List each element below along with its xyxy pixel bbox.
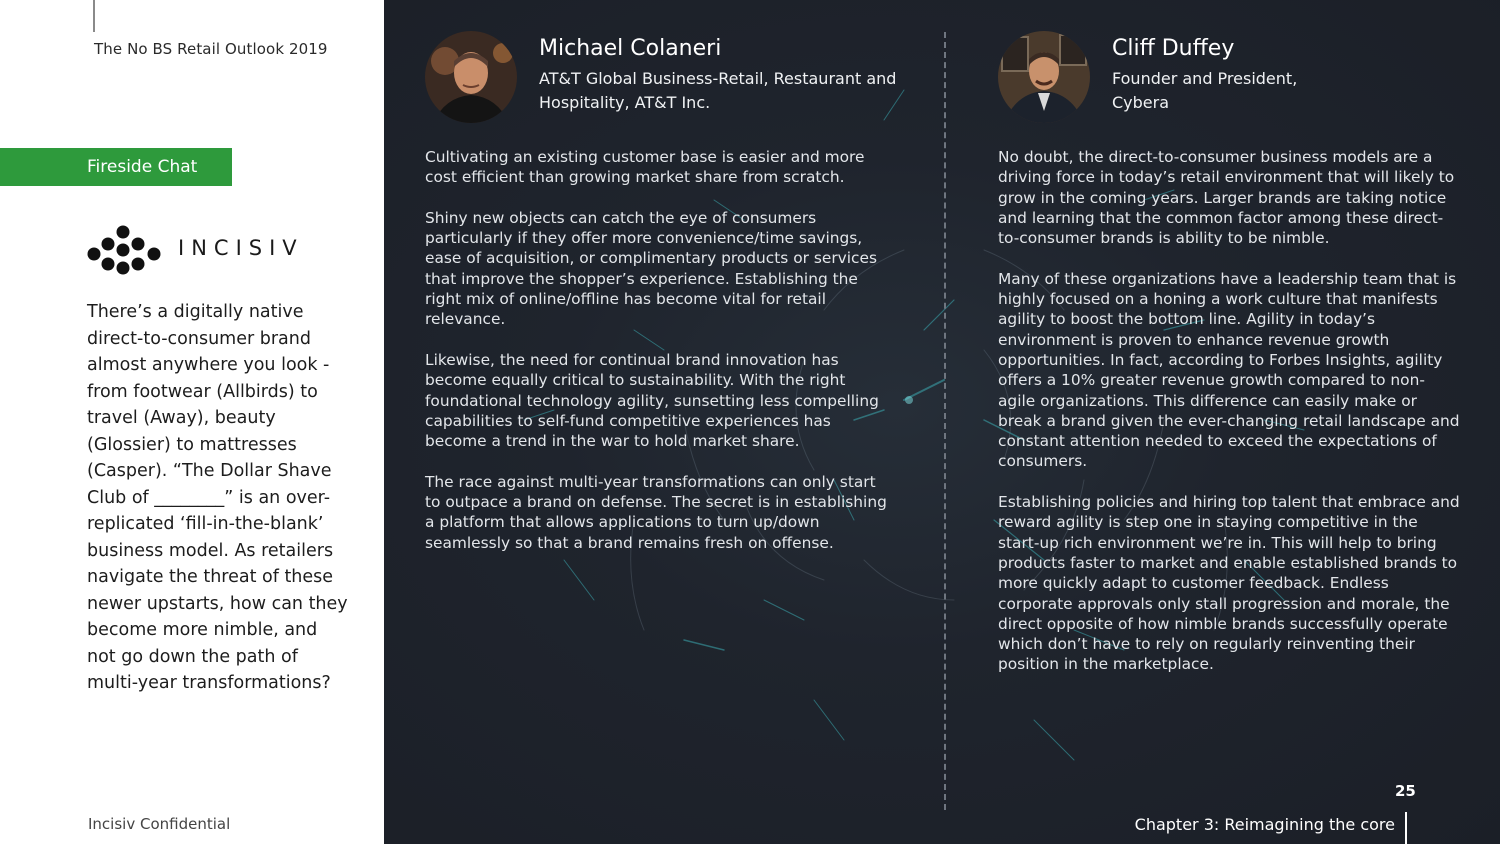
speaker-response [998, 147, 1460, 695]
left-panel [0, 0, 384, 844]
speaker-role: AT&T Global Business-Retail, Restaurant and Hospitality, AT&T Inc. [539, 69, 897, 112]
confidential-label: Incisiv Confidential [88, 815, 231, 833]
chapter-label: Chapter 3: Reimagining the core [1134, 815, 1395, 834]
paragraph: Shiny new objects can catch the eye of consumers particularly if they offer more convenience/time savings, ease of acquisition, or complimentary products or services that improve the shopper’s experience. Establishing the right mix of online/offline has become vital for retail relevance. [425, 208, 877, 329]
right-panel [384, 0, 1500, 844]
avatar-cliff-duffey [998, 31, 1090, 123]
paragraph: Establishing policies and hiring top talent that embrace and reward agility is step one in staying competitive in the start-up rich environment we’re in. This will help to bring products faster to market and enable established brands to more quickly adapt to customer feedback. Endless corporate approvals only stall progression and morale, the direct opposite of how nimble brands successfully operate which don’t have to rely on regularly reinventing their position in the marketplace. [998, 493, 1460, 674]
paragraph: Likewise, the need for continual brand innovation has become equally critical to sustainability. With the right foundational technology agility, sunsetting less compelling capabilities to self-fund competitive experiences has become a trend in the war to hold market share. [425, 350, 879, 451]
paragraph: Many of these organizations have a leadership team that is highly focused on a honing a work culture that manifests agility to boost the bottom line. Agility in today’s environment is proven to enhance revenue growth opportunities. In fact, according to Forbes Insights, agility offers a 10% greater revenue growth compared to non-agile organizations. This difference can easily make or break a brand given the ever-changing retail landscape and constant attention needed to exceed the expectations of consumers. [998, 269, 1460, 471]
paragraph: No doubt, the direct-to-consumer business models are a driving force in today’s retail environment that will likely to grow in the coming years. Larger brands are taking notice and learning that the common factor among these direct-to-consumer brands is ability to be nimble. [998, 148, 1455, 248]
incisiv-logo [86, 220, 304, 276]
paragraph: Cultivating an existing customer base is easier and more cost efficient than growing market share from scratch. [425, 148, 865, 187]
fireside-chat-tag: Fireside Chat [0, 148, 232, 186]
incisiv-logo-icon [86, 220, 164, 276]
speaker-name: Cliff Duffey [1112, 36, 1235, 61]
chapter-rule [1405, 812, 1407, 844]
speaker-response [425, 147, 887, 573]
chat-question: There’s a digitally native direct-to-consumer brand almost anywhere you look - from footwear (Allbirds) to travel (Away), beauty (Glossier) to mattresses (Casper). “The Dollar Shave Club of ________” is an over-replicated ‘fill-in-the-blank’ business model. As retailers navigate the threat of these newer upstarts, how can they become more nimble, and not go down the path of multi-year transformations? [87, 302, 348, 693]
page-number: 25 [1395, 782, 1416, 800]
paragraph: The race against multi-year transformations can only start to outpace a brand on defense. The secret is in establishing a platform that allows applications to turn up/down seamlessly so that a brand remains fresh on offense. [425, 472, 887, 552]
speaker-name: Michael Colaneri [539, 36, 722, 61]
speaker-role: Founder and President, Cybera [1112, 69, 1298, 112]
avatar-michael-colaneri [425, 31, 517, 123]
top-rule [93, 0, 95, 32]
column-divider [944, 32, 946, 810]
report-title: The No BS Retail Outlook 2019 [94, 40, 328, 58]
logo-wordmark: INCISIV [178, 236, 304, 260]
